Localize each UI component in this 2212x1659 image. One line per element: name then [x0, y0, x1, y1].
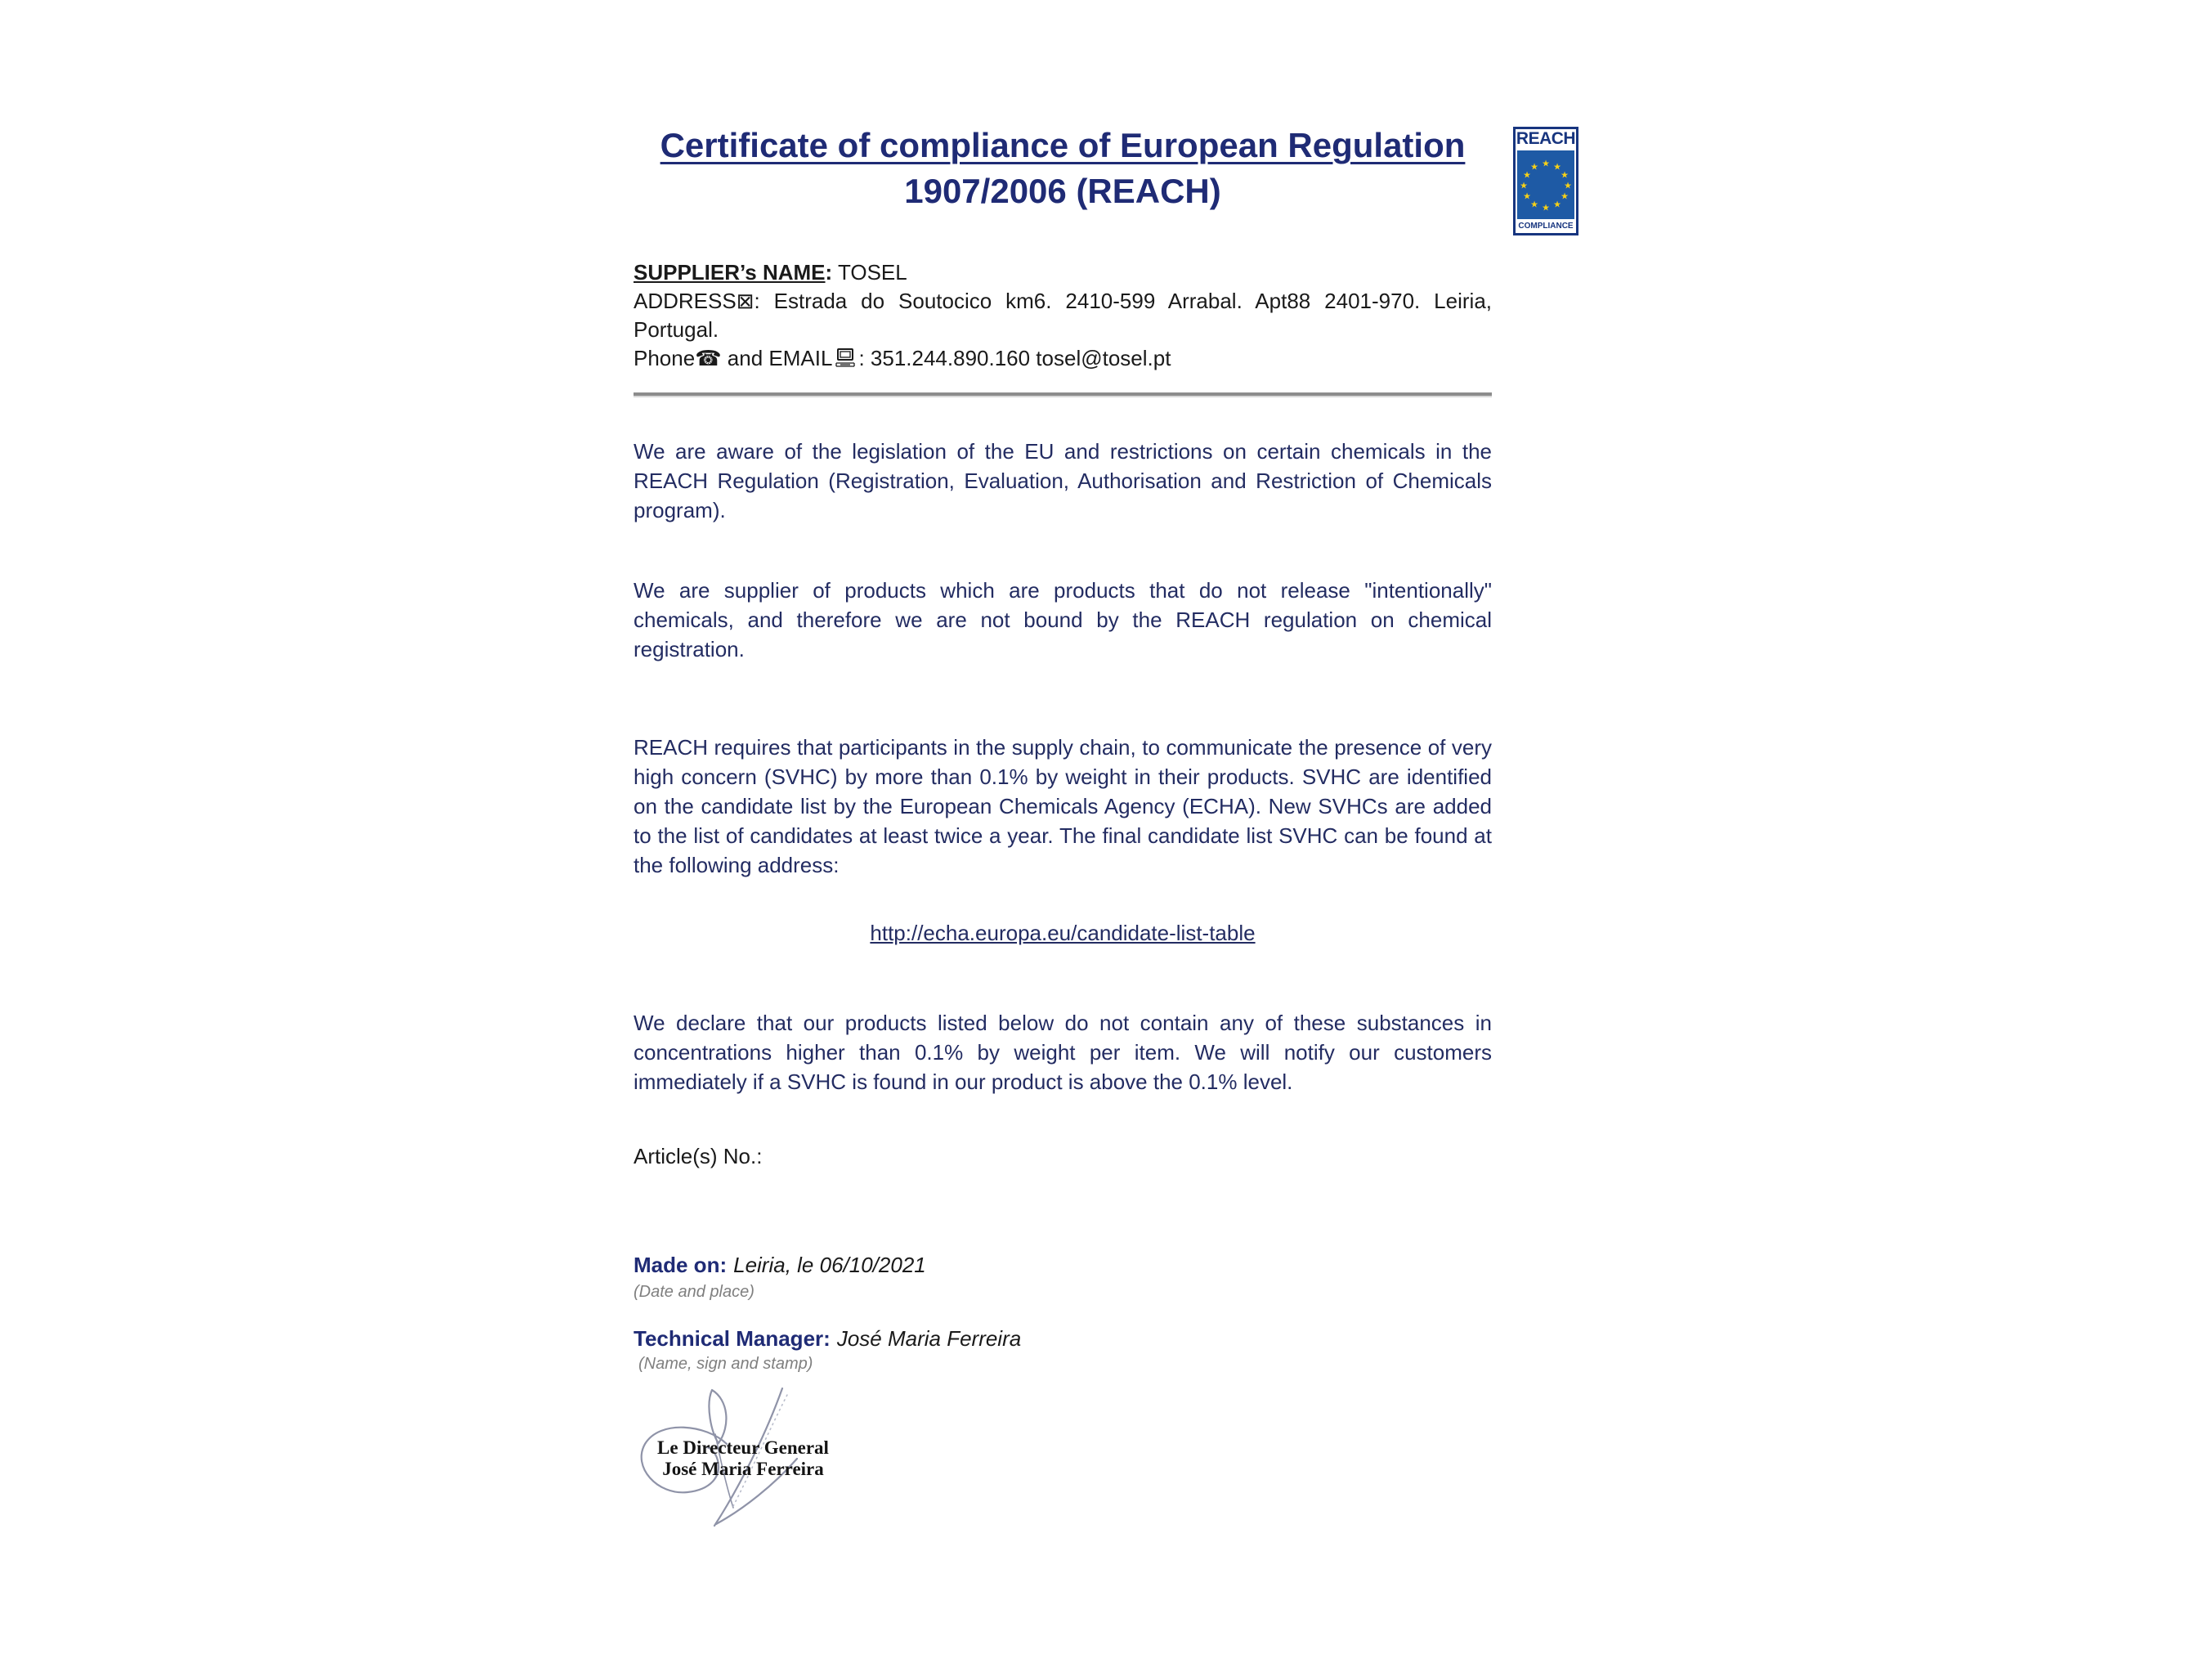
paragraph-declaration: We declare that our products listed below do not contain any of these substances in concentrations higher than 0.1% by weight per item. We will notify our customers immediately if a SVHC is found in our product is above the 0.1% level. — [634, 1011, 1492, 1094]
reach-compliance-logo — [1513, 127, 1578, 235]
eu-star-icon: ★ — [1560, 191, 1569, 202]
articles-no-label: Article(s) No.: — [634, 1144, 763, 1168]
technical-manager-line — [634, 1326, 1492, 1352]
supplier-name-line — [634, 258, 1492, 287]
supplier-name-value: TOSEL — [832, 260, 907, 285]
envelope-icon: ⊠ — [736, 289, 754, 313]
made-on-line — [634, 1253, 1492, 1278]
contact-colon: : — [858, 346, 865, 370]
horizontal-divider — [634, 392, 1492, 397]
supplier-address-line — [634, 287, 1492, 344]
made-on-label: Made on: — [634, 1253, 728, 1277]
phone-icon: ☎ — [695, 346, 722, 370]
signature-name-line: José Maria Ferreira — [662, 1459, 824, 1479]
eu-flag-stars-icon — [1517, 150, 1574, 219]
eu-star-icon: ★ — [1553, 200, 1561, 210]
address-colon: : — [754, 289, 760, 313]
document-body-column — [634, 0, 1492, 1545]
address-label: ADDRESS — [634, 289, 737, 313]
eu-star-icon: ★ — [1564, 181, 1572, 191]
reach-logo-compliance-label: COMPLIANCE — [1518, 222, 1574, 231]
date-place-note: (Date and place) — [634, 1283, 754, 1301]
made-on-value: Leiria, le 06/10/2021 — [733, 1253, 926, 1277]
eu-star-icon: ★ — [1520, 181, 1528, 191]
certificate-title — [634, 123, 1492, 214]
contact-value: 351.244.890.160 tosel@tosel.pt — [864, 346, 1171, 370]
paragraph-reach-requirements: REACH requires that participants in the supply chain, to communicate the presence of very high concern (SVHC) by more than 0.1% by weight in their products. SVHC are identified on the candidate list by the European Chemicals Agency (ECHA). New SVHCs are added to the list of candidates at least twice a year. The final candidate list SVHC can be found at the following address: — [634, 735, 1492, 877]
eu-star-icon: ★ — [1560, 170, 1569, 181]
eu-star-icon: ★ — [1530, 200, 1538, 210]
title-line1: Certificate of compliance of European Regulation — [660, 126, 1466, 164]
technical-manager-value: José Maria Ferreira — [836, 1326, 1022, 1351]
supplier-contact-line — [634, 344, 1492, 373]
candidate-list-link[interactable]: http://echa.europa.eu/candidate-list-table — [870, 921, 1256, 945]
paragraph-awareness: We are aware of the legislation of the EU and restrictions on certain chemicals in the REACH Regulation (Registration, Evaluation, Authorisation and Restriction of Chemicals program). — [634, 439, 1492, 522]
computer-icon — [834, 347, 857, 369]
reach-logo-title: REACH — [1516, 129, 1576, 148]
address-value: Estrada do Soutocico km6. 2410-599 Arrabal. Apt88 2401-970. Leiria, Portugal. — [634, 289, 1492, 342]
candidate-list-link-line — [634, 921, 1492, 946]
signature-text — [637, 1437, 849, 1480]
title-line2: 1907/2006 (REACH) — [904, 172, 1221, 210]
paragraph-supplier-statement: We are supplier of products which are products that do not release "intentionally" chemicals, and therefore we are not bound by the REACH regulation on chemical registration. — [634, 578, 1492, 661]
supplier-name-colon: : — [825, 260, 833, 285]
eu-star-icon: ★ — [1523, 191, 1531, 202]
eu-star-icon: ★ — [1530, 162, 1538, 173]
eu-star-icon: ★ — [1542, 159, 1550, 169]
signature-block — [637, 1385, 980, 1545]
name-sign-stamp-note: (Name, sign and stamp) — [638, 1355, 813, 1373]
eu-star-icon: ★ — [1553, 162, 1561, 173]
eu-star-icon: ★ — [1542, 203, 1550, 213]
and-email-label: and EMAIL — [721, 346, 833, 370]
phone-label: Phone — [634, 346, 696, 370]
signature-title-line: Le Directeur General — [657, 1437, 829, 1458]
eu-star-icon: ★ — [1523, 170, 1531, 181]
supplier-name-label: SUPPLIER’s NAME — [634, 260, 826, 285]
supplier-info-block — [634, 258, 1492, 373]
technical-manager-label: Technical Manager: — [634, 1326, 831, 1351]
